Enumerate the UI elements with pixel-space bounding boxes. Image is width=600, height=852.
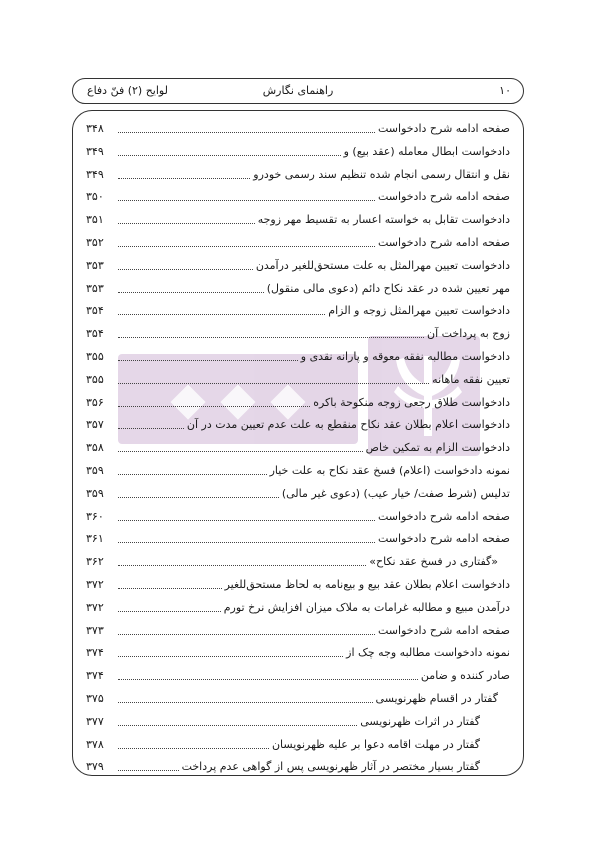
toc-entry-title: تعیین نفقه ماهانه [432,372,510,386]
toc-leader-dots [118,383,429,384]
toc-entry[interactable] [86,506,510,528]
toc-entry[interactable] [86,665,510,687]
toc-entry[interactable] [86,300,510,322]
page-number: ۱۰ [499,84,511,97]
toc-entry-title: صفحه ادامه شرح دادخواست [378,122,510,135]
toc-entry[interactable] [86,209,510,231]
toc-leader-dots [118,451,363,452]
toc-entry-title: دادخواست الزام به تمکین خاص [365,441,510,455]
toc-leader-dots [118,656,343,657]
toc-entry[interactable] [86,232,510,254]
toc-entry-title: نمونه دادخواست (اعلام) فسخ عقد نکاح به علت خیار [269,464,510,477]
toc-entry-title: دادخواست اعلام بطلان عقد بیع و بیع‌نامه به لحاظ مستحق‌للغیر [224,578,510,591]
toc-entry[interactable] [86,460,510,482]
toc-entry[interactable] [86,551,498,573]
toc-entry[interactable] [86,369,510,391]
toc-entry[interactable] [86,255,510,277]
toc-leader-dots [118,132,375,133]
toc-leader-dots [118,337,424,338]
toc-leader-dots [118,588,222,589]
toc-leader-dots [118,314,325,315]
toc-leader-dots [118,178,250,179]
toc-entry-page: ۳۵۱ [86,213,104,227]
toc-entry-page: ۳۵۴ [86,327,104,341]
toc-entry-title: درآمدن مبیع و مطالبه غرامات به ملاک میزان افزایش نرخ تورم [223,600,510,614]
toc-leader-dots [118,702,373,703]
toc-leader-dots [118,634,375,635]
toc-entry-title: دادخواست اعلام بطلان عقد نکاح منقطع به علت عدم تعیین مدت در آن [186,418,510,432]
header-title: راهنمای نگارش [262,84,334,97]
svg-text:◆ ◆ ◆: ◆ ◆ ◆ [170,371,306,425]
toc-entry[interactable] [86,278,510,300]
toc-entry[interactable] [86,483,510,505]
toc-entry-page: ۳۵۹ [86,464,104,477]
toc-entry[interactable] [86,642,510,664]
toc-entry[interactable] [86,528,510,550]
toc-entry-title: صفحه ادامه شرح دادخواست [378,190,510,204]
toc-entry[interactable] [86,756,480,778]
toc-entry-title: مهر تعیین شده در عقد نکاح دائم (دعوی مالی منقول) [266,281,510,295]
toc-entry-page: ۳۷۳ [86,623,104,637]
toc-entry-title: گفتار در اثرات ظهرنویسی [360,714,480,728]
toc-entry-page: ۳۵۹ [86,486,104,500]
toc-entry-title: دادخواست مطالبه نفقه معوقه و پارانه نقدی و [300,350,510,363]
toc-entry-page: ۳۵۳ [86,281,104,295]
toc-entry-page: ۳۵۸ [86,441,104,455]
toc-entry-title: نمونه دادخواست مطالبه وجه چک از [346,646,510,660]
book-title: لوایح (۲) فنّ دفاع [87,84,168,97]
toc-entry-page: ۳۵۷ [86,418,104,432]
toc-leader-dots [118,292,264,293]
toc-entry[interactable] [86,414,510,436]
toc-entry-page: ۳۵۶ [86,395,104,409]
toc-entry[interactable] [86,688,498,710]
toc-leader-dots [118,269,253,270]
toc-entry-page: ۳۵۵ [86,350,104,363]
toc-entry-page: ۳۵۵ [86,372,104,386]
toc-entry-page: ۳۷۲ [86,600,104,614]
toc-entry-title: صادر کننده و ضامن [420,669,510,683]
toc-entry-page: ۳۶۰ [86,509,104,523]
toc-entry[interactable] [86,392,510,414]
toc-entry[interactable] [86,323,510,345]
toc-entry-title: گفتار در اقسام ظهرنویسی [375,692,498,705]
toc-entry-title: صفحه ادامه شرح دادخواست [378,236,510,249]
toc-leader-dots [118,406,310,407]
toc-entry[interactable] [86,620,510,642]
toc-entry[interactable] [86,437,510,459]
toc-entry-title: «گفتاری در فسخ عقد نکاح» [369,555,498,569]
toc-entry-title: زوج به پرداخت آن [427,327,510,341]
toc-entry-page: ۳۶۲ [86,555,104,569]
toc-leader-dots [118,200,375,201]
toc-entry-title: تدلیس (شرط صفت/ خیار عیب) (دعوی غیر مالی) [281,486,510,500]
toc-leader-dots [118,565,366,566]
toc-entry[interactable] [86,186,510,208]
toc-entry-title: صفحه ادامه شرح دادخواست [378,623,510,637]
toc-entry-page: ۳۷۵ [86,692,104,705]
toc-entry-page: ۳۷۲ [86,578,104,591]
toc-entry-page: ۳۶۱ [86,532,104,546]
toc-leader-dots [118,474,267,475]
toc-entry-page: ۳۵۲ [86,236,104,249]
toc-entry[interactable] [86,734,480,756]
toc-leader-dots [118,497,279,498]
toc-leader-dots [118,679,418,680]
toc-entry[interactable] [86,164,510,186]
toc-entry-page: ۳۵۴ [86,304,104,318]
toc-entry-page: ۳۵۰ [86,190,104,204]
toc-entry-title: دادخواست طلاق رجعی زوجه منکوحة باکره [313,395,510,409]
toc-entry-title: صفحه ادامه شرح دادخواست [378,532,510,546]
running-header [72,78,524,104]
toc-entry-title: صفحه ادامه شرح دادخواست [378,509,510,523]
toc-entry-page: ۳۷۴ [86,669,104,683]
toc-entry-page: ۳۵۳ [86,258,104,272]
toc-leader-dots [118,223,255,224]
toc-entry-title: دادخواست تعیین مهرالمثل زوجه و الزام [328,304,510,318]
toc-entry[interactable] [86,118,510,140]
toc-leader-dots [118,155,341,156]
toc-leader-dots [118,770,179,771]
toc-leader-dots [118,725,357,726]
toc-leader-dots [118,428,184,429]
toc-leader-dots [118,748,269,749]
toc-entry-page: ۳۷۴ [86,646,104,660]
toc-entry-page: ۳۴۹ [86,144,104,158]
toc-entry[interactable] [86,597,510,619]
toc-leader-dots [118,246,375,247]
toc-entry-page: ۳۴۹ [86,167,104,181]
toc-entry-page: ۳۷۷ [86,714,104,728]
toc-leader-dots [118,542,375,543]
toc-entry[interactable] [86,711,480,733]
toc-leader-dots [118,520,375,521]
toc-entry-title: گفتار بسیار مختصر در آثار ظهرنویسی پس از گواهی عدم پرداخت [181,760,480,774]
toc-entry[interactable] [86,574,510,596]
toc-entry-title: دادخواست تقابل به خواسته اعسار به تقسیط مهر زوجه [257,213,510,227]
toc-entry-page: ۳۷۹ [86,760,104,774]
toc-leader-dots [118,360,298,361]
toc-entry-title: دادخواست ابطال معامله (عقد بیع) و [343,144,510,158]
toc-entry[interactable] [86,346,510,368]
toc-entry-title: گفتار در مهلت اقامه دعوا بر علیه ظهرنویسان [271,737,480,751]
toc-entry[interactable] [86,141,510,163]
toc-entry-title: نقل و انتقال رسمی انجام شده تنظیم سند رسمی خودرو [253,167,510,181]
toc-entry-page: ۳۷۸ [86,737,104,751]
toc-entry-page: ۳۴۸ [86,122,104,135]
toc-leader-dots [118,611,221,612]
toc-entry-title: دادخواست تعیین مهرالمثل به علت مستحق‌للغیر درآمدن [255,258,510,272]
